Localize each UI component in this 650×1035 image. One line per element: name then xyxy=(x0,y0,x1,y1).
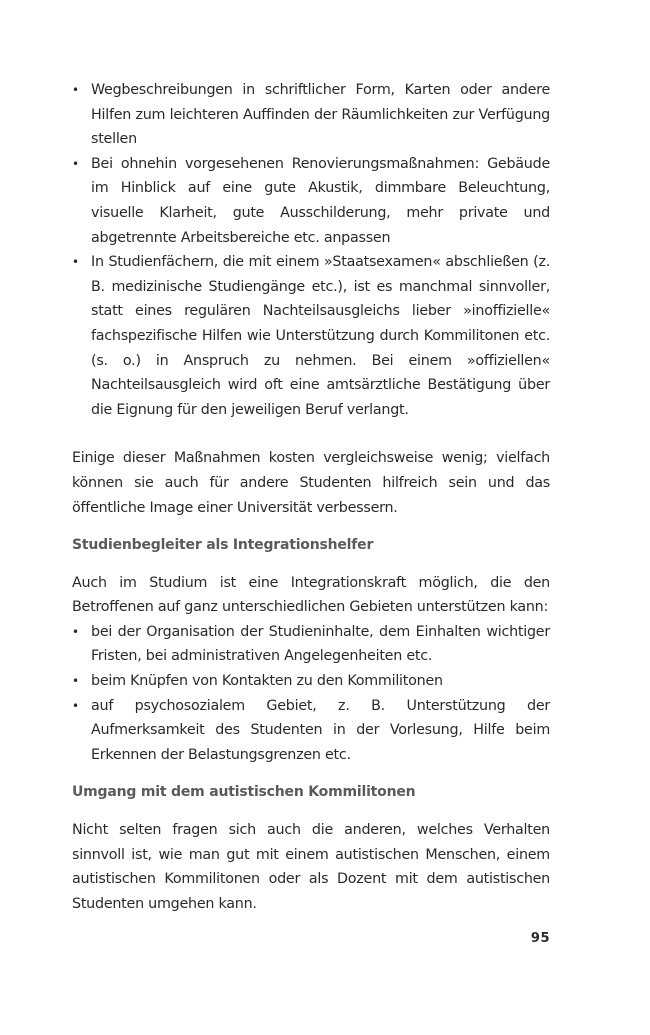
spacer xyxy=(72,520,550,533)
list-item xyxy=(72,669,550,694)
bullet-icon: • xyxy=(72,255,79,270)
list-item xyxy=(72,620,550,669)
section-heading-integration-helper: Studienbegleiter als Integrationshelfer xyxy=(72,537,374,554)
page-number: 95 xyxy=(530,931,550,946)
list-item-text: auf psychosozialem Gebiet, z. B. Unterstützung der Aufmerksamkeit des Studenten in der Vorlesung, Hilfe beim Erkennen der Belastungsgrenzen etc. xyxy=(91,697,550,763)
list-item xyxy=(72,78,550,152)
bullet-icon: • xyxy=(72,674,79,689)
list-item xyxy=(72,694,550,768)
bullet-icon: • xyxy=(72,624,79,639)
spacer xyxy=(72,558,550,571)
bullet-list-measures xyxy=(72,78,550,422)
paragraph-integration-intro: Auch im Studium ist eine Integrationskraft möglich, die den Betroffenen auf ganz unterschiedlichen Gebieten unterstützen kann: xyxy=(72,574,550,616)
bullet-list-support-areas xyxy=(72,620,550,768)
list-item xyxy=(72,152,550,250)
bullet-icon: • xyxy=(72,83,79,97)
list-item-text: Wegbeschreibungen in schriftlicher Form, Karten oder andere Hilfen zum leichteren Auffinden der Räumlichkeiten zur Verfügung stellen xyxy=(91,82,550,148)
paragraph-measures-cost: Einige dieser Maßnahmen kosten vergleichsweise wenig; vielfach können sie auch für andere Studenten hilfreich sein und das öffentliche Image einer Universität verbessern. xyxy=(72,450,550,516)
spacer xyxy=(72,767,550,780)
section-heading-dealing-with-fellow-student: Umgang mit dem autistischen Kommilitonen xyxy=(72,784,416,801)
spacer xyxy=(72,805,550,818)
paragraph-dealing-intro: Nicht selten fragen sich auch die anderen, welches Verhalten sinnvoll ist, wie man gut mit einem autistischen Menschen, einem autistischen Kommilitonen oder als Dozent mit dem autistischen Studenten umgehen kann. xyxy=(72,822,550,912)
list-item-text: bei der Organisation der Studieninhalte, dem Einhalten wichtiger Fristen, bei administrativen Angelegenheiten etc. xyxy=(91,623,550,665)
bullet-icon: • xyxy=(72,698,79,713)
list-item-text: In Studienfächern, die mit einem »Staatsexamen« abschließen (z. B. medizinische Studiengänge etc.), ist es manchmal sinnvoller, statt eines regulären Nachteilsausgleichs lieber »inoffizielle« fachspezifische Hilfen wie Unterstützung durch Kommilitonen etc. (s. o.) in Anspruch zu nehmen. Bei einem »offiziellen« Nachteilsausgleich wird oft eine amtsärztliche Bestätigung über die Eignung für den jeweiligen Beruf verlangt. xyxy=(91,254,550,418)
spacer xyxy=(72,422,550,446)
list-item xyxy=(72,250,550,422)
page-body xyxy=(72,78,550,916)
list-item-text: beim Knüpfen von Kontakten zu den Kommilitonen xyxy=(91,673,443,690)
bullet-icon: • xyxy=(72,156,79,171)
list-item-text: Bei ohnehin vorgesehenen Renovierungsmaßnahmen: Gebäude im Hinblick auf eine gute Akustik, dimmbare Beleuchtung, visuelle Klarheit, gute Ausschilderung, mehr private und abgetrennte Arbeitsbereiche etc. anpassen xyxy=(91,155,550,246)
